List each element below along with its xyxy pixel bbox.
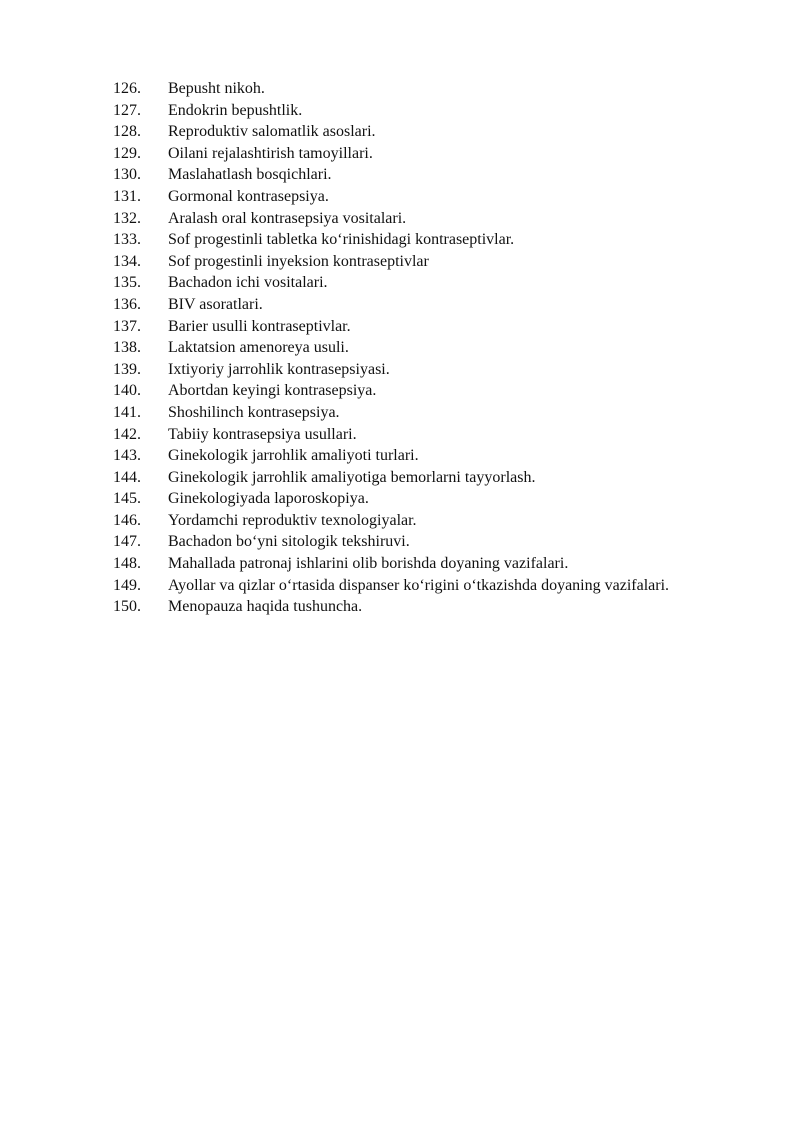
item-number: 138. — [113, 339, 141, 357]
item-number: 144. — [113, 468, 141, 486]
list-item — [113, 553, 743, 575]
item-number: 139. — [113, 360, 141, 378]
item-text: Shoshilinch kontrasepsiya. — [168, 403, 340, 421]
item-number: 137. — [113, 317, 141, 335]
item-text: Menopauza haqida tushuncha. — [168, 598, 363, 616]
list-item — [113, 337, 743, 359]
item-text: Ginekologiyada laporoskopiya. — [168, 490, 369, 508]
item-number: 134. — [113, 252, 141, 270]
list-item — [113, 251, 743, 273]
item-text: Endokrin bepushtlik. — [168, 101, 303, 119]
item-number: 146. — [113, 511, 141, 529]
list-item — [113, 380, 743, 402]
item-text: Oilani rejalashtirish tamoyillari. — [168, 144, 373, 162]
item-number: 149. — [113, 576, 141, 594]
item-text: Aralash oral kontrasepsiya vositalari. — [168, 209, 407, 227]
list-item — [113, 402, 743, 424]
list-item — [113, 186, 743, 208]
item-text: Sof progestinli tabletka ko‘rinishidagi kontraseptivlar. — [168, 231, 515, 249]
list-item — [113, 272, 743, 294]
item-text: Maslahatlash bosqichlari. — [168, 166, 332, 184]
item-text: Abortdan keyingi kontrasepsiya. — [168, 382, 377, 400]
item-number: 145. — [113, 490, 141, 508]
item-text: Mahallada patronaj ishlarini olib borishda doyaning vazifalari. — [168, 555, 569, 573]
item-text: Ixtiyoriy jarrohlik kontrasepsiyasi. — [168, 360, 390, 378]
list-item — [113, 164, 743, 186]
item-number: 130. — [113, 166, 141, 184]
list-item — [113, 316, 743, 338]
item-number: 148. — [113, 555, 141, 573]
list-item — [113, 143, 743, 165]
item-text: Ginekologik jarrohlik amaliyotiga bemorlarni tayyorlash. — [168, 468, 536, 486]
item-text: Laktatsion amenoreya usuli. — [168, 339, 349, 357]
list-item — [113, 445, 743, 467]
list-item — [113, 531, 743, 553]
item-text: Yordamchi reproduktiv texnologiyalar. — [168, 511, 417, 529]
list-item — [113, 121, 743, 143]
item-text: Ginekologik jarrohlik amaliyoti turlari. — [168, 447, 419, 465]
item-number: 133. — [113, 231, 141, 249]
list-item — [113, 575, 743, 597]
item-text: Ayollar va qizlar o‘rtasida dispanser ko‘rigini o‘tkazishda doyaning vazifalari. — [168, 576, 670, 594]
item-number: 135. — [113, 274, 141, 292]
item-text: Reproduktiv salomatlik asoslari. — [168, 123, 376, 141]
list-item — [113, 100, 743, 122]
list-item — [113, 424, 743, 446]
item-text: Sof progestinli inyeksion kontraseptivlar — [168, 252, 429, 270]
item-number: 129. — [113, 144, 141, 162]
item-number: 147. — [113, 533, 141, 551]
item-number: 128. — [113, 123, 141, 141]
item-number: 142. — [113, 425, 141, 443]
list-item — [113, 208, 743, 230]
item-number: 140. — [113, 382, 141, 400]
item-text: Bachadon bo‘yni sitologik tekshiruvi. — [168, 533, 410, 551]
item-number: 150. — [113, 598, 141, 616]
list-item — [113, 488, 743, 510]
list-item — [113, 78, 743, 100]
item-text: Gormonal kontrasepsiya. — [168, 187, 329, 205]
item-number: 126. — [113, 80, 141, 97]
list-item — [113, 510, 743, 532]
item-text: Bachadon ichi vositalari. — [168, 274, 328, 292]
item-number: 132. — [113, 209, 141, 227]
item-number: 141. — [113, 403, 141, 421]
list-item — [113, 359, 743, 381]
item-number: 136. — [113, 295, 141, 313]
list-item — [113, 294, 743, 316]
list-item — [113, 229, 743, 251]
item-number: 143. — [113, 447, 141, 465]
item-number: 127. — [113, 101, 141, 119]
item-text: Tabiiy kontrasepsiya usullari. — [168, 425, 357, 443]
question-list — [113, 78, 743, 618]
item-text: Bepusht nikoh. — [168, 80, 265, 97]
item-number: 131. — [113, 187, 141, 205]
list-item — [113, 467, 743, 489]
item-text: BIV asoratlari. — [168, 295, 263, 313]
list-item — [113, 596, 743, 618]
item-text: Barier usulli kontraseptivlar. — [168, 317, 351, 335]
